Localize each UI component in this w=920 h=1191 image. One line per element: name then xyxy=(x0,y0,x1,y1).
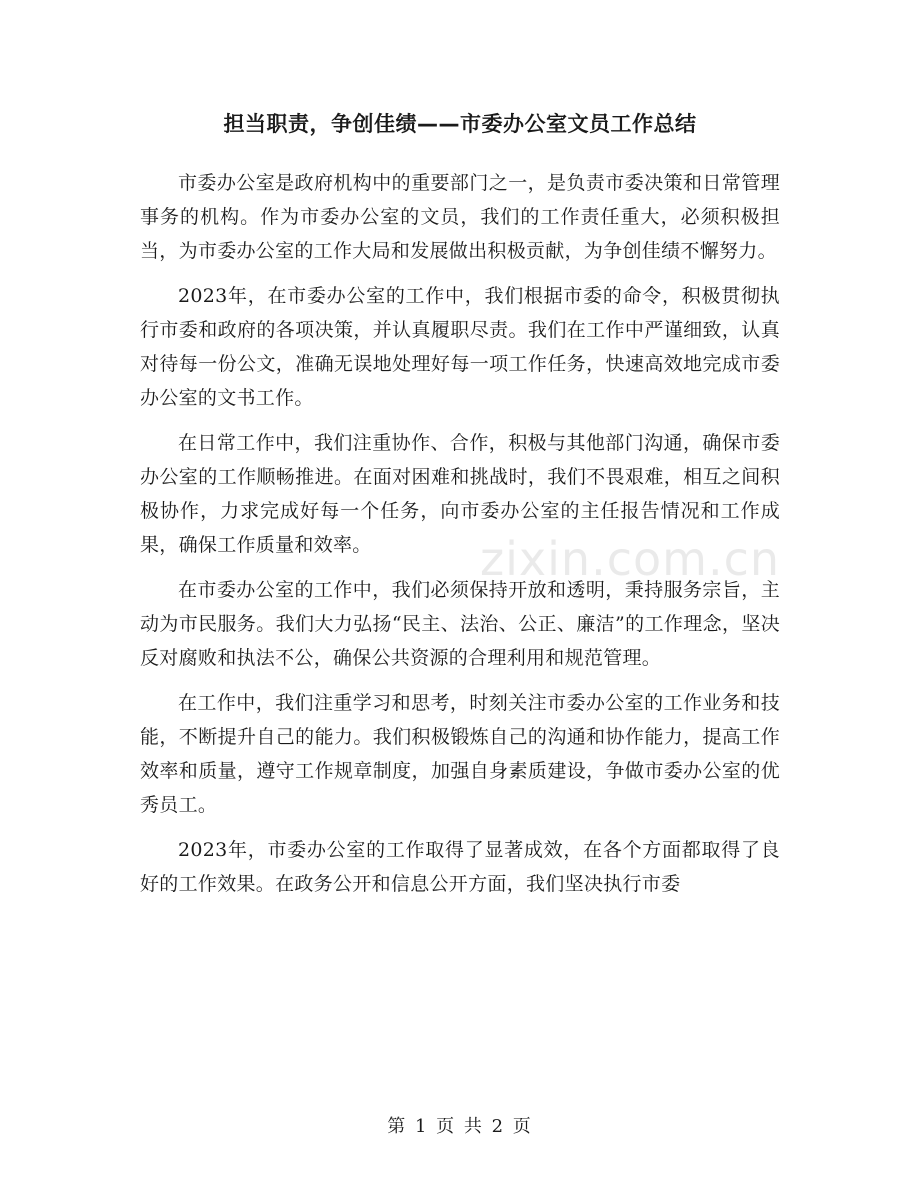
watermark: zixin.com.cn xyxy=(480,532,781,586)
paragraph-5: 在工作中，我们注重学习和思考，时刻关注市委办公室的工作业务和技能，不断提升自己的能力。我们积极锻炼自己的沟通和协作能力，提高工作效率和质量，遵守工作规章制度，加强自身素质建设，争做市委办公室的优秀员工。 xyxy=(140,692,780,816)
page-number-footer: 第 1 页 共 2 页 xyxy=(387,1116,533,1137)
document-body xyxy=(140,166,780,912)
paragraph-2: 2023年，在市委办公室的工作中，我们根据市委的命令，积极贯彻执行市委和政府的各项决策，并认真履职尽责。我们在工作中严谨细致，认真对待每一份公文，准确无误地处理好每一项工作任务，快速高效地完成市委办公室的文书工作。 xyxy=(140,285,780,409)
paragraph-4: 在市委办公室的工作中，我们必须保持开放和透明，秉持服务宗旨，主动为市民服务。我们大力弘扬“民主、法治、公正、廉洁”的工作理念，坚决反对腐败和执法不公，确保公共资源的合理利用和规范管理。 xyxy=(140,579,780,669)
paragraph-1: 市委办公室是政府机构中的重要部门之一，是负责市委决策和日常管理事务的机构。作为市委办公室的文员，我们的工作责任重大，必须积极担当，为市委办公室的工作大局和发展做出积极贡献，为争创佳绩不懈努力。 xyxy=(140,172,780,262)
document-title: 担当职责，争创佳绩——市委办公室文员工作总结 xyxy=(223,112,697,136)
paragraph-6: 2023年，市委办公室的工作取得了显著成效，在各个方面都取得了良好的工作效果。在政务公开和信息公开方面，我们坚决执行市委 xyxy=(140,839,780,895)
paragraph-3: 在日常工作中，我们注重协作、合作，积极与其他部门沟通，确保市委办公室的工作顺畅推进。在面对困难和挑战时，我们不畏艰难，相互之间积极协作，力求完成好每一个任务，向市委办公室的主任报告情况和工作成果，确保工作质量和效率。 xyxy=(140,432,780,556)
